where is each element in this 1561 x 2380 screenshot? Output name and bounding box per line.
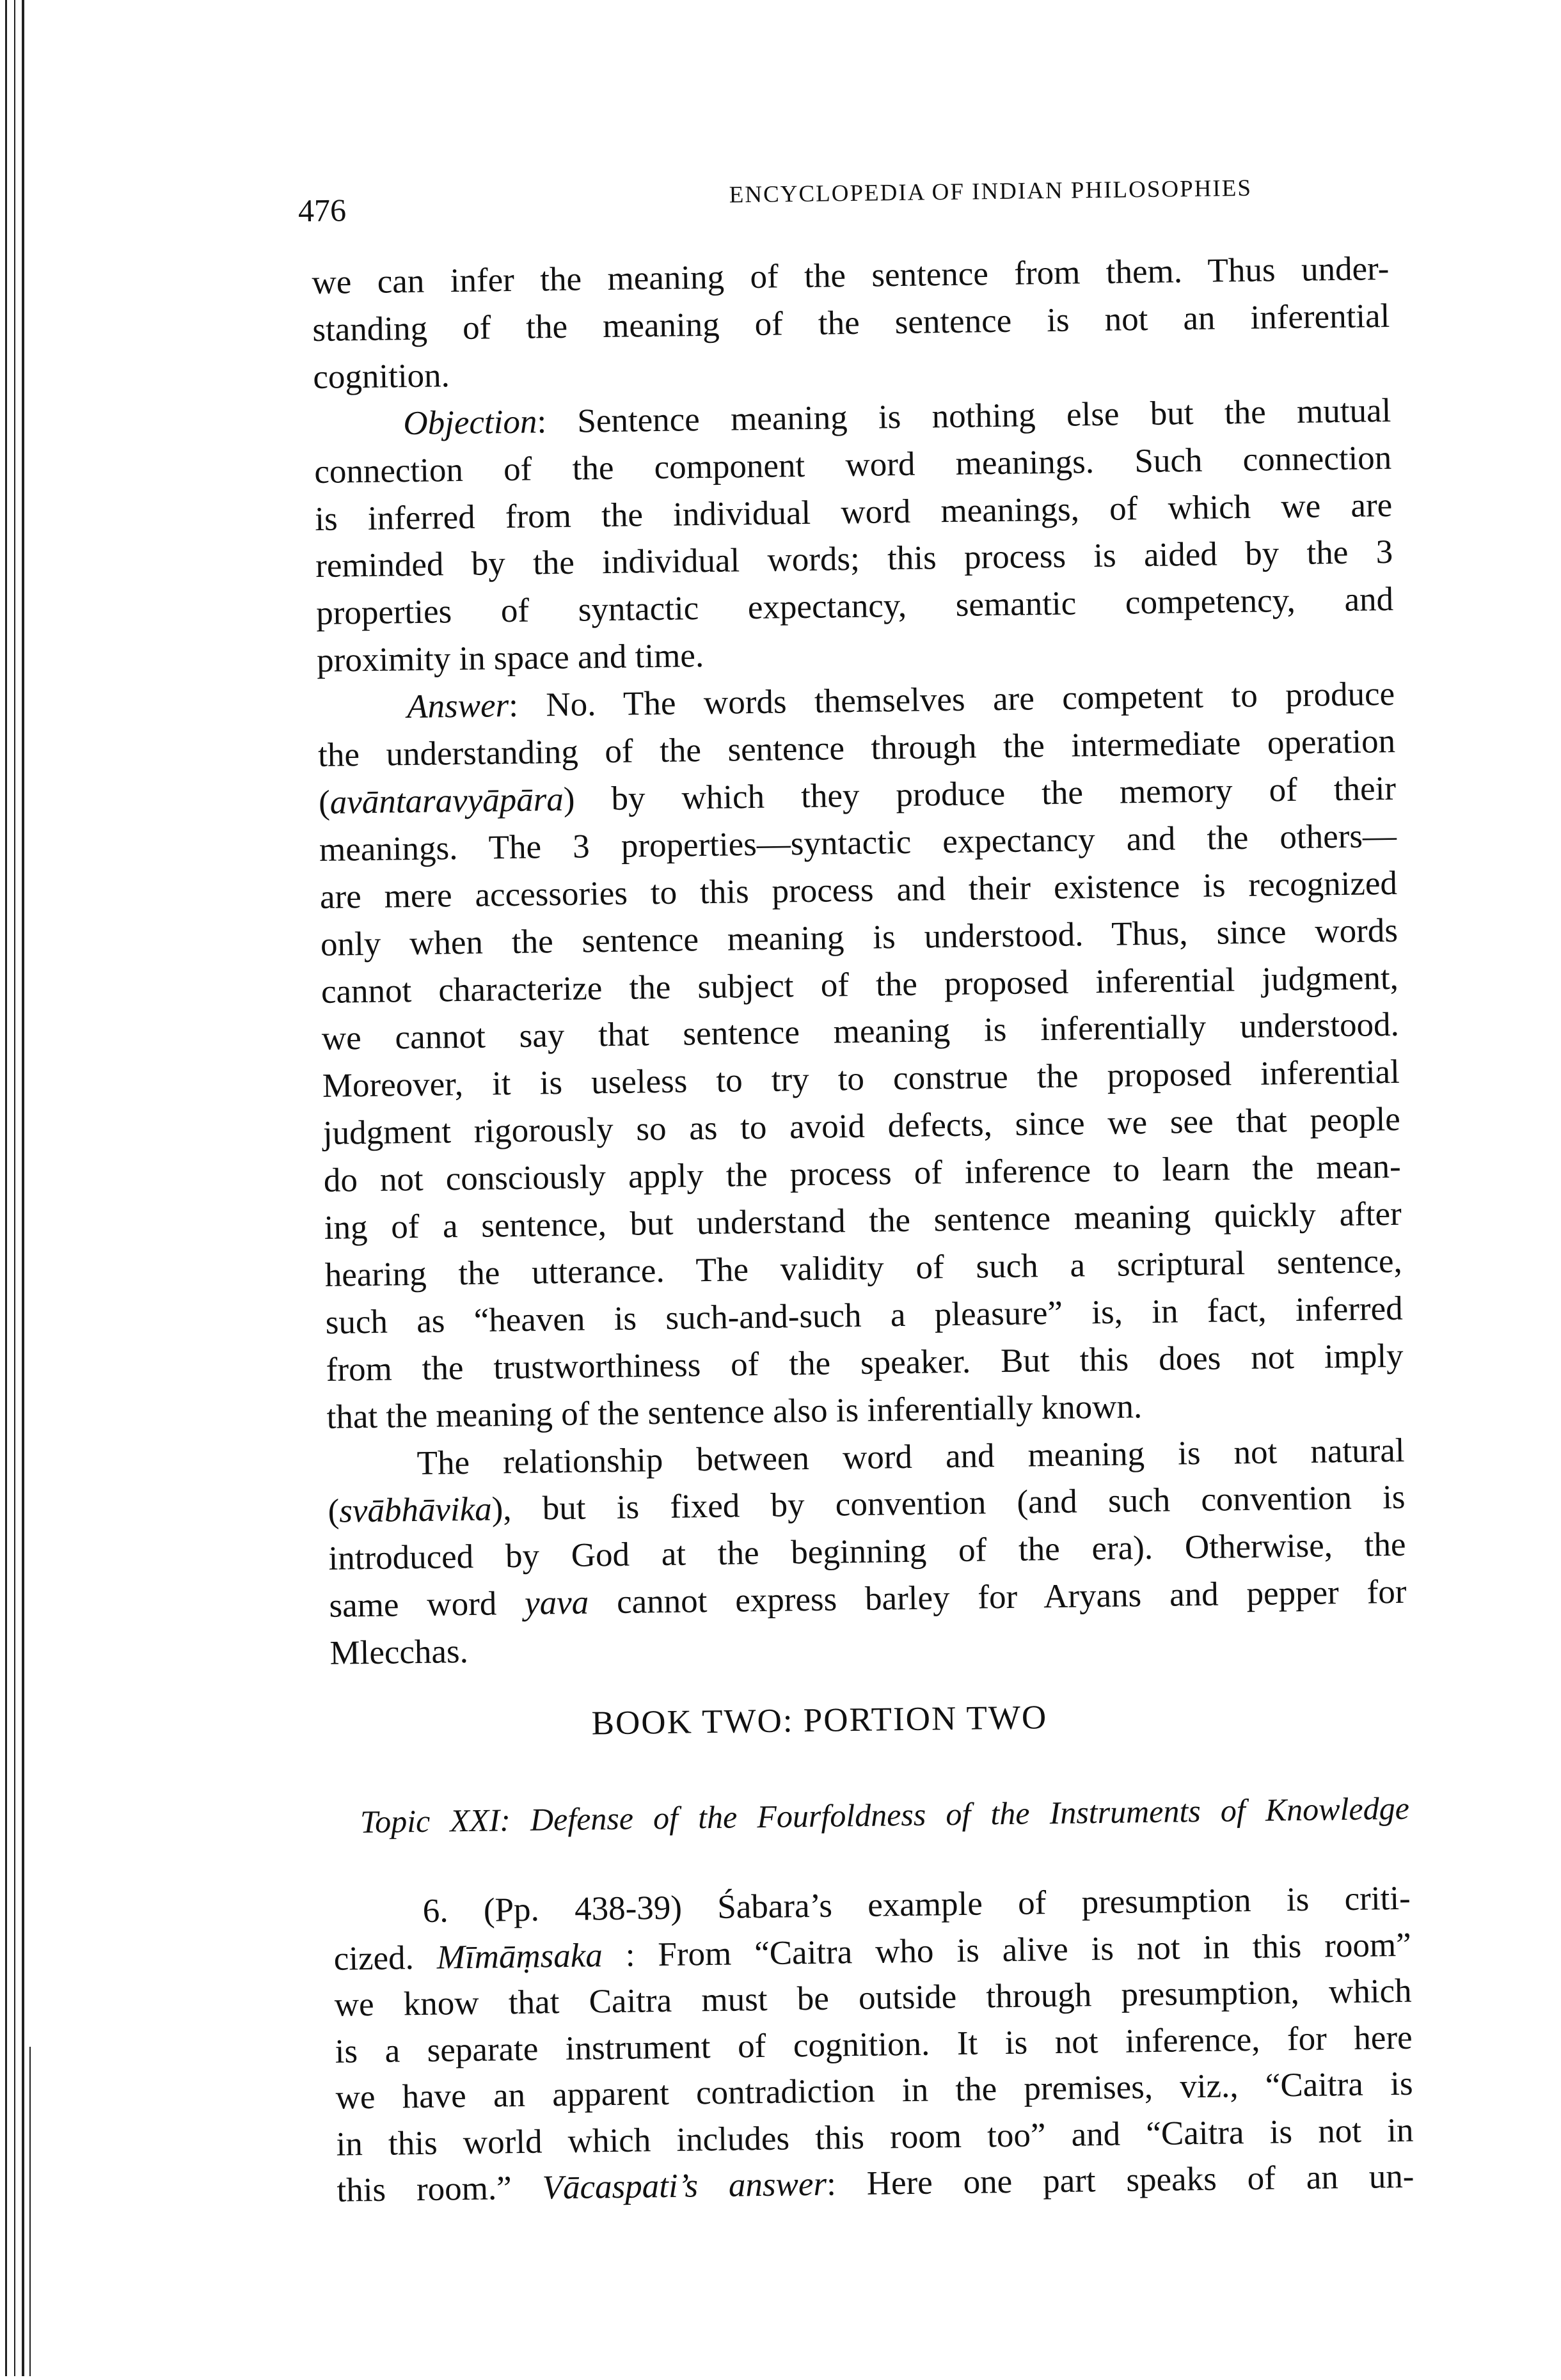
text-run: : Here one part speaks of an un- [826, 2157, 1414, 2203]
text-run: cannot express barley for Aryans and pepper for [588, 1573, 1407, 1621]
running-head: ENCYCLOPEDIA OF INDIAN PHILOSOPHIES [729, 175, 1253, 209]
text-run: Mlecchas. [329, 1633, 469, 1672]
italic-term: avāntaravyāpāra [329, 780, 564, 821]
italic-term: svābhāvika [338, 1490, 493, 1530]
text-run: such as “heaven is such-and-such a pleasure” is, in fact, inferred [325, 1289, 1403, 1341]
text-run: only when the sentence meaning is understood. Thus, since words [320, 911, 1399, 963]
text-run: is a separate instrument of cognition. It is not inference, for here [335, 2019, 1413, 2070]
italic-term: Objection [402, 403, 537, 442]
text-run: standing of the meaning of the sentence is not an inferential [312, 297, 1390, 349]
text-run: we know that Caitra must be outside through presumption, which [334, 1972, 1412, 2024]
text-run: The relationship between word and meaning is not natural [416, 1431, 1405, 1482]
text-run: are mere accessories to this process and their existence is recognized [319, 864, 1398, 916]
italic-term: Vācaspati’s answer [542, 2165, 827, 2207]
italic-term: Answer [406, 687, 509, 726]
text-run: we can infer the meaning of the sentence from them. Thus under- [312, 249, 1390, 301]
text-run: from the trustworthiness of the speaker. But this does not imply [326, 1337, 1404, 1389]
text-run: : From “Caitra who is alive is not in this room” [602, 1926, 1412, 1974]
text-run: judgment rigorously so as to avoid defects, since we see that people [322, 1101, 1401, 1153]
text-run: Moreover, it is useless to try to construe the proposed inferential [322, 1053, 1400, 1105]
text-run: same word [329, 1585, 525, 1625]
text-run: we cannot say that sentence meaning is inferentially understood. [321, 1006, 1400, 1058]
text-run: do not consciously apply the process of inference to learn the mean- [323, 1147, 1402, 1199]
text-run: cized. [333, 1939, 438, 1978]
page-number: 476 [297, 192, 347, 229]
italic-term: Mīmāṃsaka [436, 1936, 603, 1976]
text-run: in this world which includes this room too” and “Caitra is not in [336, 2111, 1414, 2163]
text-run: is inferred from the individual word meanings, of which we are [314, 486, 1393, 538]
text-run: the understanding of the sentence through the intermediate operation [317, 722, 1396, 774]
text-run: this room.” [337, 2169, 543, 2209]
text-run: ( [328, 1492, 340, 1531]
text-run: ), but is fixed by convention (and such convention is [491, 1479, 1406, 1528]
text-run: we have an apparent contradiction in the premises, viz., “Caitra is [335, 2065, 1413, 2116]
text-run: proximity in space and time. [316, 637, 704, 680]
topic-heading: Topic XXI: Defense of the Fourfoldness of the Instruments of Knowledge [360, 1790, 1410, 1840]
text-run: ( [318, 784, 331, 821]
italic-term: yava [524, 1584, 589, 1622]
text-run: : Sentence meaning is nothing else but the mutual [536, 391, 1391, 441]
text-run: properties of syntactic expectancy, semantic competency, and [315, 581, 1394, 633]
text-run: ing of a sentence, but understand the sentence meaning quickly after [324, 1195, 1402, 1247]
text-run: cannot characterize the subject of the proposed inferential judgment, [321, 959, 1399, 1011]
text-run: 6. (Pp. 438-39) Śabara’s example of presumption is criti- [422, 1879, 1411, 1930]
text-run: cognition. [313, 356, 450, 396]
text-run: reminded by the individual words; this process is aided by the 3 [315, 533, 1393, 585]
text-run: meanings. The 3 properties—syntactic expectancy and the others— [319, 817, 1397, 869]
text-run: introduced by God at the beginning of the era). Otherwise, the [328, 1526, 1406, 1578]
text-run: hearing the utterance. The validity of such a scriptural sentence, [324, 1242, 1403, 1294]
text-run: connection of the component word meanings. Such connection [313, 439, 1392, 491]
text-run: that the meaning of the sentence also is inferentially known. [326, 1387, 1143, 1436]
section-heading: BOOK TWO: PORTION TWO [591, 1699, 1048, 1742]
text-run: ) by which they produce the memory of their [563, 769, 1397, 818]
text-run: : No. The words themselves are competent to produce [508, 675, 1395, 725]
